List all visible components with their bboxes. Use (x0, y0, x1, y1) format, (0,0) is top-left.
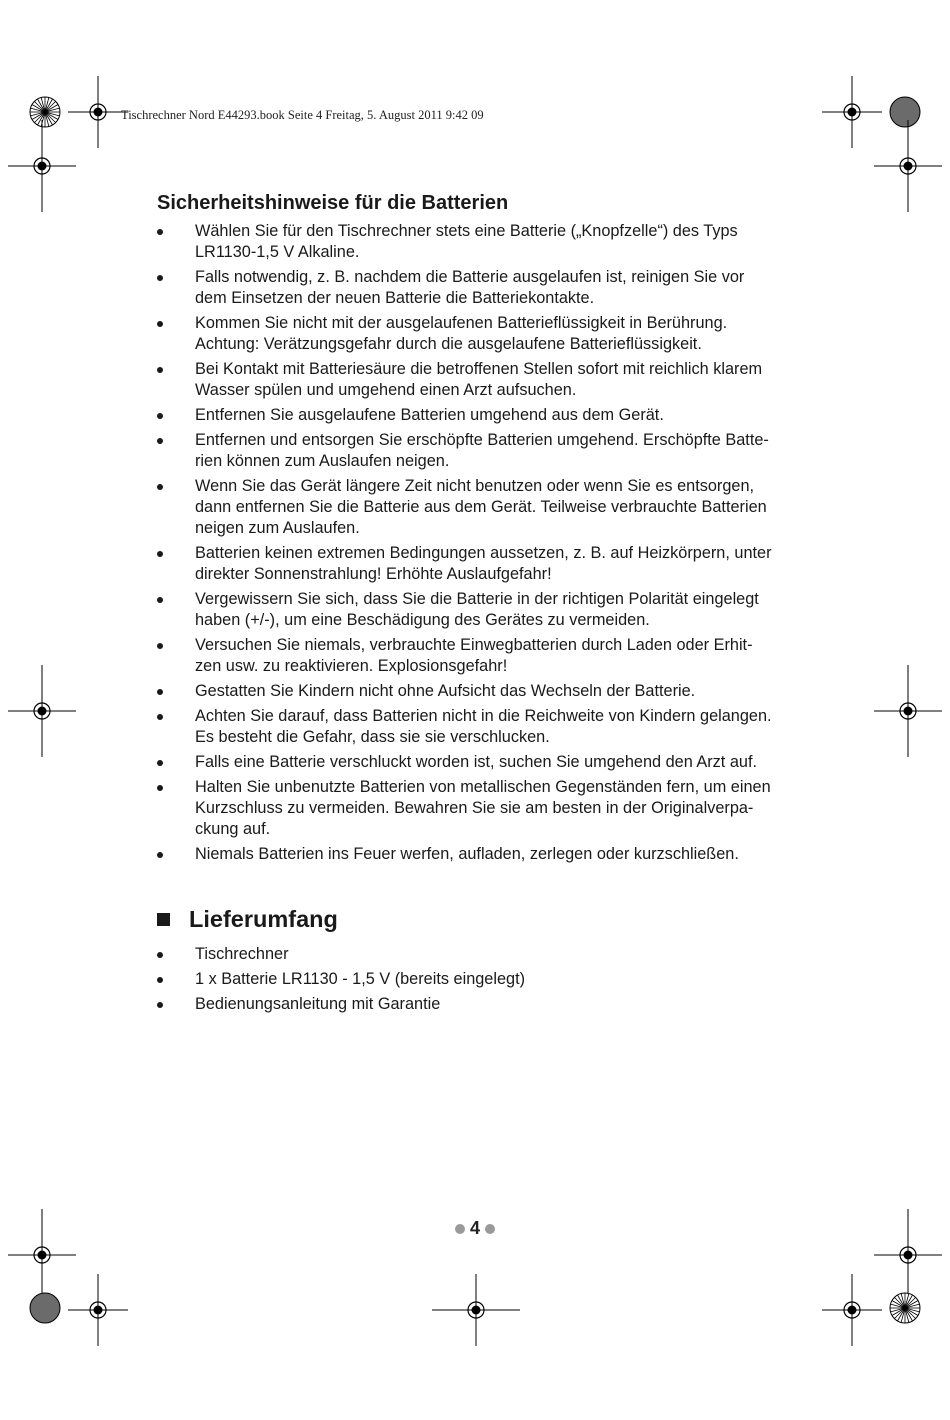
bullet-icon (157, 952, 163, 958)
delivery-heading (157, 906, 338, 933)
list-item (157, 221, 797, 263)
registration-dot-icon (848, 108, 857, 117)
color-target-icon (30, 1293, 60, 1323)
list-item-line: Falls eine Batterie verschluckt worden ist, suchen Sie umgehend den Arzt auf. (195, 753, 758, 771)
page-number (0, 1218, 950, 1239)
registration-dot-icon (472, 1306, 481, 1315)
bullet-icon (157, 367, 163, 373)
list-item-line: haben (+/-), um eine Beschädigung des Gerätes zu vermeiden. (195, 611, 650, 629)
list-item-line: Tischrechner (195, 945, 289, 963)
bullet-icon (157, 689, 163, 695)
dot-icon (455, 1224, 465, 1234)
list-item-line: LR1130-1,5 V Alkaline. (195, 243, 360, 261)
print-slug: Tischrechner Nord E44293.book Seite 4 Freitag, 5. August 2011 9:42 09 (121, 108, 484, 122)
delivery-heading-text: Lieferumfang (189, 906, 338, 932)
bullet-icon (157, 714, 163, 720)
list-item (157, 430, 797, 472)
list-item (157, 681, 797, 702)
list-item (157, 635, 797, 677)
registration-dot-icon (38, 162, 47, 171)
list-item-line: Bedienungsanleitung mit Garantie (195, 995, 441, 1013)
bullet-icon (157, 643, 163, 649)
list-item-line: Wasser spülen und umgehend einen Arzt aufsuchen. (195, 381, 577, 399)
list-item (157, 844, 797, 865)
bullet-icon (157, 275, 163, 281)
registration-dot-icon (904, 707, 913, 716)
list-item-line: dem Einsetzen der neuen Batterie die Batteriekontakte. (195, 289, 595, 307)
list-item-line: Batterien keinen extremen Bedingungen aussetzen, z. B. auf Heizkörpern, unter (195, 544, 772, 562)
bullet-icon (157, 551, 163, 557)
list-item-line: Versuchen Sie niemals, verbrauchte Einwegbatterien durch Laden oder Erhit- (195, 636, 753, 654)
list-item (157, 476, 797, 539)
registration-dot-icon (38, 707, 47, 716)
list-item (157, 313, 797, 355)
list-item-line: ckung auf. (195, 820, 271, 838)
list-item-line: Achten Sie darauf, dass Batterien nicht in die Reichweite von Kindern gelangen. (195, 707, 772, 725)
list-item-line: Es besteht die Gefahr, dass sie sie verschlucken. (195, 728, 550, 746)
list-item-line: Gestatten Sie Kindern nicht ohne Aufsicht das Wechseln der Batterie. (195, 682, 696, 700)
list-item-line: Bei Kontakt mit Batteriesäure die betroffenen Stellen sofort mit reichlich klarem (195, 360, 763, 378)
bullet-icon (157, 413, 163, 419)
page-number-text: 4 (469, 1218, 480, 1238)
list-item (157, 405, 797, 426)
bullet-icon (157, 852, 163, 858)
registration-dot-icon (94, 1306, 103, 1315)
color-target-icon (890, 97, 920, 127)
dot-icon (485, 1224, 495, 1234)
list-item-line: rien können zum Auslaufen neigen. (195, 452, 450, 470)
list-item (157, 994, 797, 1015)
registration-dot-icon (904, 1251, 913, 1260)
list-item-line: Niemals Batterien ins Feuer werfen, aufladen, zerlegen oder kurzschließen. (195, 845, 739, 863)
registration-dot-icon (848, 1306, 857, 1315)
list-item-line: Wählen Sie für den Tischrechner stets eine Batterie („Knopfzelle“) des Typs (195, 222, 738, 240)
list-item (157, 267, 797, 309)
list-item-line: Falls notwendig, z. B. nachdem die Batterie ausgelaufen ist, reinigen Sie vor (195, 268, 745, 286)
list-item (157, 969, 797, 990)
safety-heading: Sicherheitshinweise für die Batterien (157, 192, 509, 214)
list-item-line: neigen zum Auslaufen. (195, 519, 360, 537)
list-item-line: Kommen Sie nicht mit der ausgelaufenen Batterieflüssigkeit in Berührung. (195, 314, 728, 332)
safety-list (157, 221, 797, 869)
list-item (157, 706, 797, 748)
list-item-line: direkter Sonnenstrahlung! Erhöhte Auslaufgefahr! (195, 565, 552, 583)
list-item (157, 589, 797, 631)
list-item-line: zen usw. zu reaktivieren. Explosionsgefahr! (195, 657, 508, 675)
bullet-icon (157, 760, 163, 766)
bullet-icon (157, 597, 163, 603)
bullet-icon (157, 785, 163, 791)
bullet-icon (157, 484, 163, 490)
delivery-list (157, 944, 797, 1019)
list-item-line: Kurzschluss zu vermeiden. Bewahren Sie sie am besten in der Originalverpa- (195, 799, 754, 817)
list-item (157, 944, 797, 965)
bullet-icon (157, 1002, 163, 1008)
registration-dot-icon (38, 1251, 47, 1260)
list-item-line: Halten Sie unbenutzte Batterien von metallischen Gegenständen fern, um einen (195, 778, 771, 796)
list-item (157, 359, 797, 401)
list-item-line: Vergewissern Sie sich, dass Sie die Batterie in der richtigen Polarität eingelegt (195, 590, 759, 608)
bullet-icon (157, 438, 163, 444)
bullet-icon (157, 321, 163, 327)
bullet-icon (157, 977, 163, 983)
registration-dot-icon (94, 108, 103, 117)
list-item (157, 752, 797, 773)
list-item-line: Achtung: Verätzungsgefahr durch die ausgelaufene Batterieflüssigkeit. (195, 335, 702, 353)
list-item-line: Wenn Sie das Gerät längere Zeit nicht benutzen oder wenn Sie es entsorgen, (195, 477, 755, 495)
list-item-line: Entfernen und entsorgen Sie erschöpfte Batterien umgehend. Erschöpfte Batte- (195, 431, 769, 449)
list-item (157, 777, 797, 840)
list-item-line: dann entfernen Sie die Batterie aus dem Gerät. Teilweise verbrauchte Batterien (195, 498, 767, 516)
square-bullet-icon (157, 913, 170, 926)
list-item-line: 1 x Batterie LR1130 - 1,5 V (bereits eingelegt) (195, 970, 526, 988)
list-item-line: Entfernen Sie ausgelaufene Batterien umgehend aus dem Gerät. (195, 406, 664, 424)
list-item (157, 543, 797, 585)
registration-dot-icon (904, 162, 913, 171)
bullet-icon (157, 229, 163, 235)
